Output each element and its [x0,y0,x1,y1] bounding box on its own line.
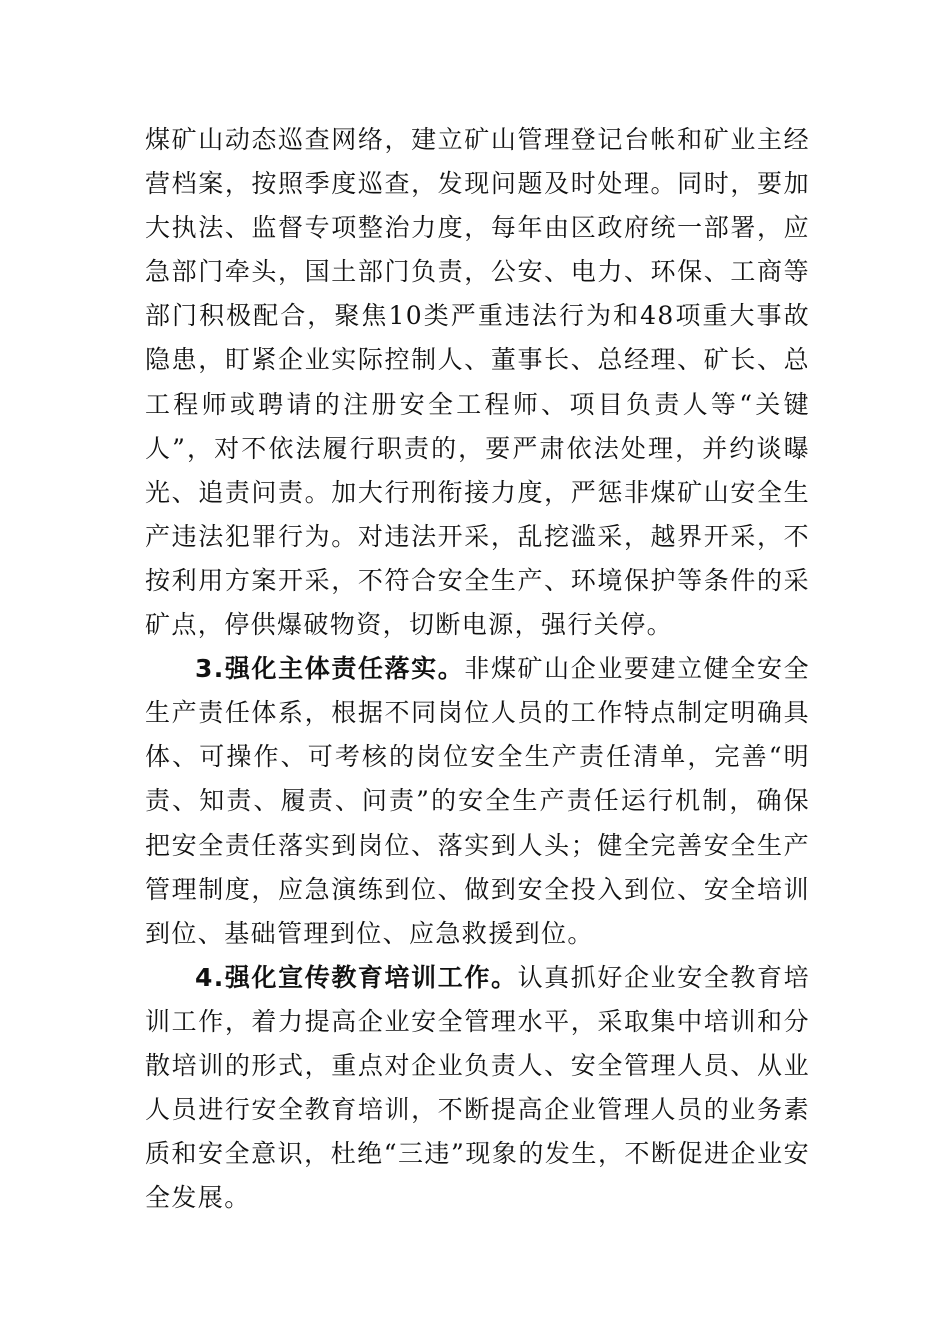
paragraph-text: 煤矿山动态巡查网络，建立矿山管理登记台帐和矿业主经营档案，按照季度巡查，发现问题及时处理。同时，要加大执法、监督专项整治力度，每年由区政府统一部署，应急部门牵头，国土部门负责，公安、电力、环保、工商等部门积极配合，聚焦10类严重违法行为和48项重大事故隐患，盯紧企业实际控制人、董事长、总经理、矿长、总工程师或聘请的注册安全工程师、项目负责人等“关键人”，对不依法履行职责的，要严肃依法处理，并约谈曝光、追责问责。加大行刑衔接力度，严惩非煤矿山安全生产违法犯罪行为。对违法开采，乱挖滥采，越界开采，不按利用方案开采，不符合安全生产、环境保护等条件的采矿点，停供爆破物资，切断电源，强行关停。 [145,125,810,640]
paragraph-item-3 [145,647,810,956]
document-body [145,118,810,1220]
paragraph-heading: 4.强化宣传教育培训工作。 [195,962,518,992]
paragraph-text: 非煤矿山企业要建立健全安全生产责任体系，根据不同岗位人员的工作特点制定明确具体、可操作、可考核的岗位安全生产责任清单，完善“明责、知责、履责、问责”的安全生产责任运行机制，确保把安全责任落实到岗位、落实到人头；健全完善安全生产管理制度，应急演练到位、做到安全投入到位、安全培训到位、基础管理到位、应急救援到位。 [145,654,810,948]
paragraph-continuation [145,118,810,647]
paragraph-heading: 3.强化主体责任落实。 [195,654,465,684]
paragraph-text: 认真抓好企业安全教育培训工作，着力提高企业安全管理水平，采取集中培训和分散培训的形式，重点对企业负责人、安全管理人员、从业人员进行安全教育培训，不断提高企业管理人员的业务素质和安全意识，杜绝“三违”现象的发生，不断促进企业安全发展。 [145,962,811,1213]
paragraph-item-4 [145,956,810,1221]
